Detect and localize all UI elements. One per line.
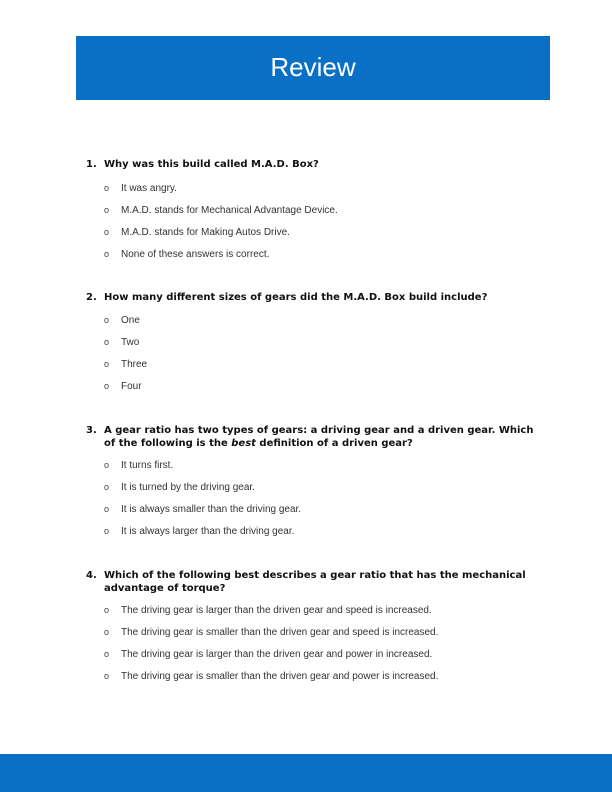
- option-2d: [104, 380, 142, 393]
- bullet-icon: o: [104, 649, 110, 659]
- bullet-icon: o: [104, 627, 110, 637]
- question-number: 4.: [86, 570, 97, 581]
- option-text: The driving gear is smaller than the driven gear and power is increased.: [121, 671, 439, 682]
- bullet-icon: o: [104, 359, 110, 369]
- question-4: [86, 569, 536, 595]
- bullet-icon: o: [104, 205, 110, 215]
- option-1c: [104, 226, 290, 239]
- footer-bar: [0, 754, 612, 792]
- option-1b: [104, 204, 338, 217]
- option-text: The driving gear is larger than the driven gear and speed is increased.: [121, 605, 432, 616]
- question-number: 2.: [86, 292, 97, 303]
- bullet-icon: o: [104, 381, 110, 391]
- question-3: [86, 424, 536, 450]
- option-text: M.A.D. stands for Mechanical Advantage Device.: [121, 205, 338, 216]
- bullet-icon: o: [104, 605, 110, 615]
- question-2: [86, 291, 536, 304]
- bullet-icon: o: [104, 460, 110, 470]
- option-4d: [104, 670, 438, 683]
- question-text: A gear ratio has two types of gears: a driving gear and a driven gear. Which of the following is the best definition of a driven gear?: [104, 425, 534, 449]
- question-number: 1.: [86, 159, 97, 170]
- header-banner: [76, 36, 550, 100]
- bullet-icon: o: [104, 183, 110, 193]
- option-text: One: [121, 315, 140, 326]
- question-text: Why was this build called M.A.D. Box?: [104, 159, 319, 170]
- question-1: [86, 158, 536, 171]
- option-2b: [104, 336, 139, 349]
- page-title: Review: [270, 51, 356, 82]
- option-text: Four: [121, 381, 142, 392]
- option-1d: [104, 248, 269, 261]
- bullet-icon: o: [104, 671, 110, 681]
- question-number: 3.: [86, 425, 97, 436]
- option-text: It is turned by the driving gear.: [121, 482, 255, 493]
- bullet-icon: o: [104, 504, 110, 514]
- question-text: Which of the following best describes a gear ratio that has the mechanical advantage of torque?: [104, 570, 526, 594]
- option-3d: [104, 525, 294, 538]
- question-text: How many different sizes of gears did the M.A.D. Box build include?: [104, 292, 488, 303]
- option-1a: [104, 182, 177, 195]
- option-text: It is always smaller than the driving gear.: [121, 504, 302, 515]
- emphasis-text: best: [231, 438, 256, 449]
- option-2c: [104, 358, 147, 371]
- bullet-icon: o: [104, 526, 110, 536]
- option-4b: [104, 626, 438, 639]
- option-text: Three: [121, 359, 148, 370]
- option-4c: [104, 648, 432, 661]
- option-4a: [104, 604, 432, 617]
- bullet-icon: o: [104, 227, 110, 237]
- option-text: It is always larger than the driving gear.: [121, 526, 295, 537]
- option-2a: [104, 314, 140, 327]
- option-text: Two: [121, 337, 140, 348]
- option-text: It was angry.: [121, 183, 177, 194]
- option-3c: [104, 503, 301, 516]
- option-text: The driving gear is larger than the driven gear and power in increased.: [121, 649, 433, 660]
- option-3a: [104, 459, 173, 472]
- option-text: The driving gear is smaller than the driven gear and speed is increased.: [121, 627, 439, 638]
- option-3b: [104, 481, 255, 494]
- option-text: None of these answers is correct.: [121, 249, 270, 260]
- bullet-icon: o: [104, 249, 110, 259]
- bullet-icon: o: [104, 482, 110, 492]
- option-text: M.A.D. stands for Making Autos Drive.: [121, 227, 290, 238]
- option-text: It turns first.: [121, 460, 174, 471]
- bullet-icon: o: [104, 315, 110, 325]
- bullet-icon: o: [104, 337, 110, 347]
